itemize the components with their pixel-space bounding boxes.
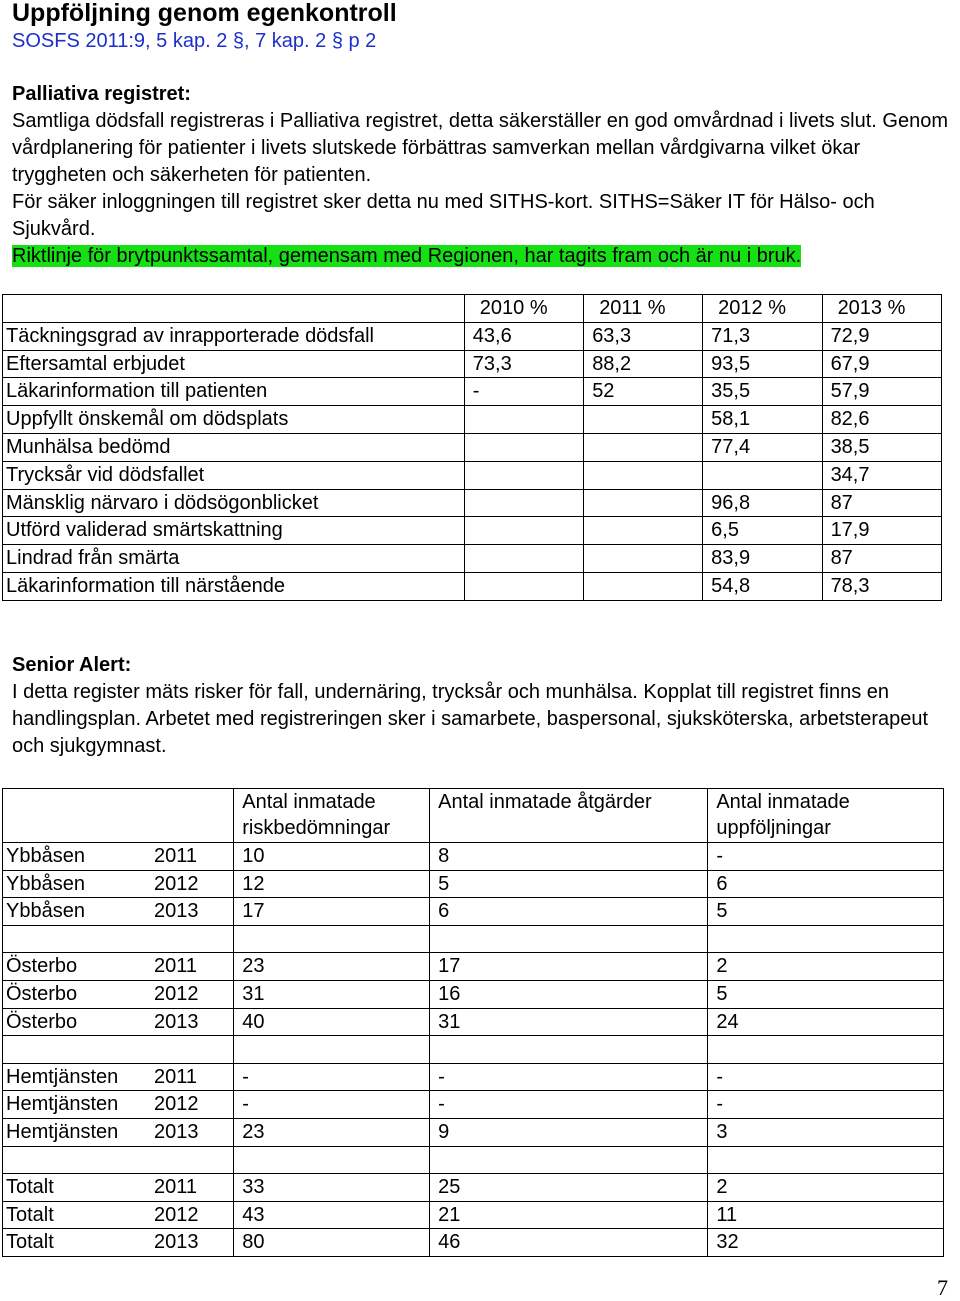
- cell-value: 40: [234, 1008, 430, 1036]
- row-label: Eftersamtal erbjudet: [3, 350, 465, 378]
- cell-value: [584, 517, 703, 545]
- empty-cell: [708, 1146, 944, 1174]
- cell-value: 31: [430, 1008, 708, 1036]
- cell-value: [464, 461, 583, 489]
- row-label: Uppfyllt önskemål om dödsplats: [3, 406, 465, 434]
- cell-value: 17: [234, 898, 430, 926]
- table-row: [3, 572, 942, 600]
- page-number: 7: [937, 1275, 948, 1300]
- cell-value: 67,9: [822, 350, 941, 378]
- unit-name: Hemtjänsten: [6, 1120, 119, 1143]
- cell-value: 3: [708, 1118, 944, 1146]
- cell-value: 6: [430, 898, 708, 926]
- empty-cell: [708, 1036, 944, 1064]
- cell-value: 78,3: [822, 572, 941, 600]
- row-label: [3, 1118, 234, 1146]
- cell-value: 96,8: [703, 489, 822, 517]
- column-header: Antal inmatade riskbedömningar: [234, 789, 430, 843]
- cell-value: 9: [430, 1118, 708, 1146]
- table-row: [3, 461, 942, 489]
- palliativ-body-2: För säker inloggningen till registret sker detta nu med SITHS-kort. SITHS=Säker IT för Hälso- och Sjukvård.: [12, 191, 875, 240]
- empty-cell: [3, 1036, 234, 1064]
- cell-value: -: [430, 1063, 708, 1091]
- cell-value: 6,5: [703, 517, 822, 545]
- column-header: Antal inmatade åtgärder: [430, 789, 708, 843]
- table-row: [3, 350, 942, 378]
- cell-value: [584, 572, 703, 600]
- cell-value: 23: [234, 1118, 430, 1146]
- table-row: [3, 1174, 944, 1202]
- table-row: [3, 1118, 944, 1146]
- cell-value: [464, 406, 583, 434]
- year: 2011: [154, 1176, 198, 1199]
- spacer-row: [3, 1036, 944, 1064]
- year: 2012: [154, 1203, 199, 1226]
- cell-value: 8: [430, 843, 708, 871]
- table-row: [3, 378, 942, 406]
- table-row: [3, 870, 944, 898]
- cell-value: 83,9: [703, 545, 822, 573]
- unit-name: Ybbåsen: [6, 872, 85, 895]
- row-label: [3, 843, 234, 871]
- column-header: 2010 %: [464, 295, 583, 323]
- cell-value: 35,5: [703, 378, 822, 406]
- cell-value: 46: [430, 1229, 708, 1257]
- cell-value: 16: [430, 980, 708, 1008]
- cell-value: 21: [430, 1201, 708, 1229]
- table-header-row: [3, 295, 942, 323]
- table-row: [3, 980, 944, 1008]
- year: 2011: [154, 845, 198, 867]
- column-header: Antal inmatade uppföljningar: [708, 789, 944, 843]
- cell-value: 87: [822, 545, 941, 573]
- spacer-row: [3, 1146, 944, 1174]
- year: 2013: [154, 900, 199, 923]
- empty-cell: [234, 1146, 430, 1174]
- cell-value: 88,2: [584, 350, 703, 378]
- year: 2013: [154, 1120, 199, 1143]
- cell-value: [584, 406, 703, 434]
- unit-name: Österbo: [6, 955, 78, 978]
- row-label: Utförd validerad smärtskattning: [3, 517, 465, 545]
- unit-name: Totalt: [6, 1203, 54, 1226]
- cell-value: 52: [584, 378, 703, 406]
- row-label: [3, 870, 234, 898]
- column-header: 2011 %: [584, 295, 703, 323]
- cell-value: 6: [708, 870, 944, 898]
- row-label: [3, 953, 234, 981]
- cell-value: 12: [234, 870, 430, 898]
- cell-value: 11: [708, 1201, 944, 1229]
- cell-value: 25: [430, 1174, 708, 1202]
- table-row: [3, 1063, 944, 1091]
- column-header: [3, 789, 234, 843]
- cell-value: 17,9: [822, 517, 941, 545]
- table-row: [3, 433, 942, 461]
- cell-value: [464, 572, 583, 600]
- cell-value: 80: [234, 1229, 430, 1257]
- row-label: Täckningsgrad av inrapporterade dödsfall: [3, 322, 465, 350]
- year: 2013: [154, 1010, 199, 1033]
- cell-value: -: [234, 1091, 430, 1119]
- cell-value: 5: [708, 898, 944, 926]
- senior-heading: Senior Alert:: [12, 654, 132, 676]
- row-label: Läkarinformation till närstående: [3, 572, 465, 600]
- table-row: [3, 322, 942, 350]
- unit-name: Österbo: [6, 1010, 78, 1033]
- cell-value: 54,8: [703, 572, 822, 600]
- palliativ-table: [2, 294, 942, 601]
- table-row: [3, 843, 944, 871]
- row-label: [3, 1229, 234, 1257]
- table-row: [3, 1008, 944, 1036]
- cell-value: 31: [234, 980, 430, 1008]
- unit-name: Hemtjänsten: [6, 1065, 119, 1088]
- column-header: [3, 295, 465, 323]
- unit-name: Ybbåsen: [6, 845, 85, 867]
- table-row: [3, 489, 942, 517]
- empty-cell: [3, 1146, 234, 1174]
- cell-value: 93,5: [703, 350, 822, 378]
- senior-body: I detta register mäts risker för fall, undernäring, trycksår och munhälsa. Kopplat till registret finns en handlingsplan. Arbetet med registreringen sker i samarbete, baspersonal, sjuksköterska, arbetsterapeut och sjukgymnast.: [12, 681, 929, 757]
- unit-name: Ybbåsen: [6, 900, 85, 923]
- cell-value: [464, 489, 583, 517]
- table-row: [3, 1229, 944, 1257]
- year: 2013: [154, 1231, 199, 1254]
- cell-value: 63,3: [584, 322, 703, 350]
- cell-value: [584, 489, 703, 517]
- cell-value: 87: [822, 489, 941, 517]
- empty-cell: [430, 1146, 708, 1174]
- cell-value: 73,3: [464, 350, 583, 378]
- senior-section: [12, 652, 950, 760]
- cell-value: 57,9: [822, 378, 941, 406]
- table-row: [3, 953, 944, 981]
- empty-cell: [708, 925, 944, 953]
- year: 2011: [154, 955, 198, 978]
- cell-value: 33: [234, 1174, 430, 1202]
- cell-value: -: [708, 843, 944, 871]
- cell-value: 5: [708, 980, 944, 1008]
- cell-value: 24: [708, 1008, 944, 1036]
- unit-name: Totalt: [6, 1176, 54, 1199]
- row-label: [3, 1063, 234, 1091]
- empty-cell: [234, 925, 430, 953]
- page-title: Uppföljning genom egenkontroll: [12, 0, 397, 27]
- table-row: [3, 406, 942, 434]
- cell-value: -: [464, 378, 583, 406]
- row-label: Mänsklig närvaro i dödsögonblicket: [3, 489, 465, 517]
- cell-value: 2: [708, 1174, 944, 1202]
- cell-value: 23: [234, 953, 430, 981]
- cell-value: [584, 433, 703, 461]
- unit-name: Totalt: [6, 1231, 54, 1254]
- table-row: [3, 517, 942, 545]
- cell-value: 43,6: [464, 322, 583, 350]
- cell-value: [584, 461, 703, 489]
- palliativ-heading: Palliativa registret:: [12, 83, 191, 105]
- cell-value: 38,5: [822, 433, 941, 461]
- row-label: Lindrad från smärta: [3, 545, 465, 573]
- cell-value: 77,4: [703, 433, 822, 461]
- cell-value: 34,7: [822, 461, 941, 489]
- empty-cell: [430, 925, 708, 953]
- row-label: [3, 1174, 234, 1202]
- row-label: Läkarinformation till patienten: [3, 378, 465, 406]
- cell-value: 5: [430, 870, 708, 898]
- cell-value: 2: [708, 953, 944, 981]
- row-label: [3, 1008, 234, 1036]
- cell-value: -: [708, 1063, 944, 1091]
- table-header-row: [3, 789, 944, 843]
- table-row: [3, 545, 942, 573]
- cell-value: [703, 461, 822, 489]
- cell-value: 82,6: [822, 406, 941, 434]
- highlight-note: Riktlinje för brytpunktssamtal, gemensam med Regionen, har tagits fram och är nu i bruk.: [12, 245, 802, 267]
- row-label: Trycksår vid dödsfallet: [3, 461, 465, 489]
- cell-value: 43: [234, 1201, 430, 1229]
- cell-value: [464, 433, 583, 461]
- cell-value: -: [234, 1063, 430, 1091]
- cell-value: [464, 545, 583, 573]
- year: 2012: [154, 872, 199, 895]
- table-row: [3, 1091, 944, 1119]
- year: 2012: [154, 982, 199, 1005]
- cell-value: 17: [430, 953, 708, 981]
- cell-value: 32: [708, 1229, 944, 1257]
- spacer-row: [3, 925, 944, 953]
- column-header: 2012 %: [703, 295, 822, 323]
- row-label: [3, 1201, 234, 1229]
- row-label: [3, 898, 234, 926]
- year: 2012: [154, 1093, 199, 1116]
- unit-name: Hemtjänsten: [6, 1093, 119, 1116]
- empty-cell: [234, 1036, 430, 1064]
- column-header: 2013 %: [822, 295, 941, 323]
- row-label: [3, 980, 234, 1008]
- empty-cell: [3, 925, 234, 953]
- table-row: [3, 898, 944, 926]
- year: 2011: [154, 1065, 198, 1088]
- cell-value: [464, 517, 583, 545]
- empty-cell: [430, 1036, 708, 1064]
- row-label: Munhälsa bedömd: [3, 433, 465, 461]
- cell-value: -: [708, 1091, 944, 1119]
- cell-value: 10: [234, 843, 430, 871]
- table-row: [3, 1201, 944, 1229]
- cell-value: -: [430, 1091, 708, 1119]
- row-label: [3, 1091, 234, 1119]
- cell-value: [584, 545, 703, 573]
- cell-value: 72,9: [822, 322, 941, 350]
- unit-name: Österbo: [6, 982, 78, 1005]
- cell-value: 71,3: [703, 322, 822, 350]
- regulation-reference: SOSFS 2011:9, 5 kap. 2 §, 7 kap. 2 § p 2: [12, 30, 377, 52]
- senior-alert-table: [2, 788, 944, 1257]
- cell-value: 58,1: [703, 406, 822, 434]
- palliativ-body: Samtliga dödsfall registreras i Palliativa registret, detta säkerställer en god omvårdnad i livets slut. Genom vårdplanering för patienter i livets slutskede förbättras samverkan mellan vårdgivarna vilket ökar tryggheten och säkerheten för patienten.: [12, 110, 948, 186]
- document-page: [12, 0, 950, 270]
